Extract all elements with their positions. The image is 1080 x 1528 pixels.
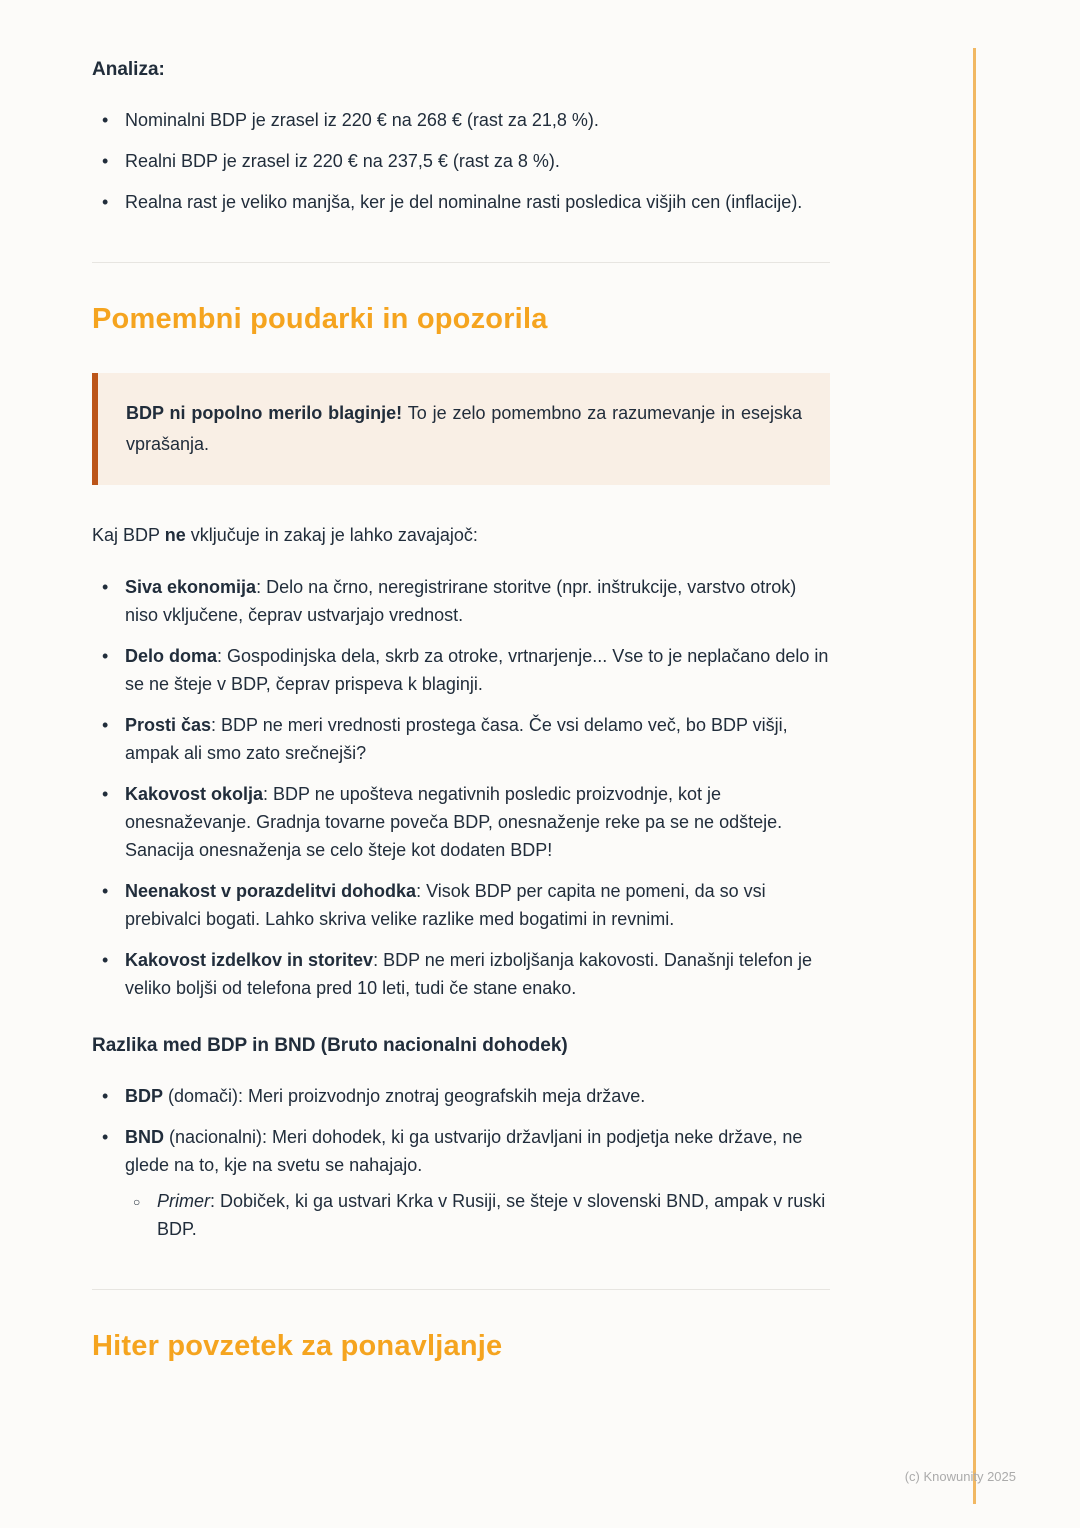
list-item: • BND (nacionalni): Meri dohodek, ki ga ustvarijo državljani in podjetja neke države, ne glede na to, kje na svetu se nahajajo. ○ Primer: Dobiček, ki ga ustvari Krka v Rusiji, se šteje v slovenski BND, ampak v ruski BDP. <box>92 1123 830 1243</box>
list-item: • Nominalni BDP je zrasel iz 220 € na 268 € (rast za 21,8 %). <box>92 106 830 134</box>
analysis-list <box>92 106 830 216</box>
intro-post: vključuje in zakaj je lahko zavajajoč: <box>185 525 478 545</box>
intro-bold: ne <box>164 525 186 545</box>
list-item: • Neenakost v porazdelitvi dohodka: Visok BDP per capita ne pomeni, da so vsi prebivalci bogati. Lahko skriva velike razlike med bogatimi in revnimi. <box>92 877 830 933</box>
list-item: • Siva ekonomija: Delo na črno, neregistrirane storitve (npr. inštrukcije, varstvo otrok) niso vključene, čeprav ustvarjajo vrednost. <box>92 573 830 629</box>
callout-text <box>126 398 802 460</box>
watermark: (c) Knowunity 2025 <box>904 1469 1016 1484</box>
list-item: • BDP (domači): Meri proizvodnjo znotraj geografskih meja države. <box>92 1082 830 1110</box>
list-item: • Kakovost okolja: BDP ne upošteva negativnih posledic proizvodnje, kot je onesnaževanje. Gradnja tovarne poveča BDP, onesnaženje reke pa se ne odšteje. Sanacija onesnaženja se celo šteje kot dodaten BDP! <box>92 780 830 864</box>
callout-bold-text: BDP ni popolno merilo blaginje! <box>126 403 403 423</box>
highlights-list <box>92 573 830 1002</box>
section-divider <box>92 262 830 263</box>
comparison-subheading: Razlika med BDP in BND (Bruto nacionalni dohodek) <box>92 1035 568 1056</box>
list-item: • Prosti čas: BDP ne meri vrednosti prostega časa. Če vsi delamo več, bo BDP višji, ampak ali smo zato srečnejši? <box>92 711 830 767</box>
highlight-callout <box>92 373 830 485</box>
comparison-list <box>92 1082 830 1243</box>
intro-line <box>92 521 830 549</box>
list-item: • Delo doma: Gospodinjska dela, skrb za otroke, vrtnarjenje... Vse to je neplačano delo in se ne šteje v BDP, čeprav prispeva k blaginji. <box>92 642 830 698</box>
highlights-heading: Pomembni poudarki in opozorila <box>92 303 548 335</box>
intro-pre: Kaj BDP <box>92 525 165 545</box>
callout-rest-text: To je zelo pomembno za razumevanje in esejska vprašanja. <box>126 403 802 454</box>
list-item: • Kakovost izdelkov in storitev: BDP ne meri izboljšanja kakovosti. Današnji telefon je veliko boljši od telefona pred 10 leti, tudi če stane enako. <box>92 946 830 1002</box>
list-item: • Realni BDP je zrasel iz 220 € na 237,5 € (rast za 8 %). <box>92 147 830 175</box>
section-divider <box>92 1289 830 1290</box>
list-item: • Realna rast je veliko manjša, ker je del nominalne rasti posledica višjih cen (inflacije). <box>92 188 830 216</box>
sub-list <box>125 1187 830 1243</box>
analysis-title: Analiza: <box>92 59 165 80</box>
summary-heading: Hiter povzetek za ponavljanje <box>92 1330 503 1362</box>
page-accent-line <box>973 48 976 1504</box>
list-item: ○ Primer: Dobiček, ki ga ustvari Krka v Rusiji, se šteje v slovenski BND, ampak v ruski BDP. <box>125 1187 830 1243</box>
